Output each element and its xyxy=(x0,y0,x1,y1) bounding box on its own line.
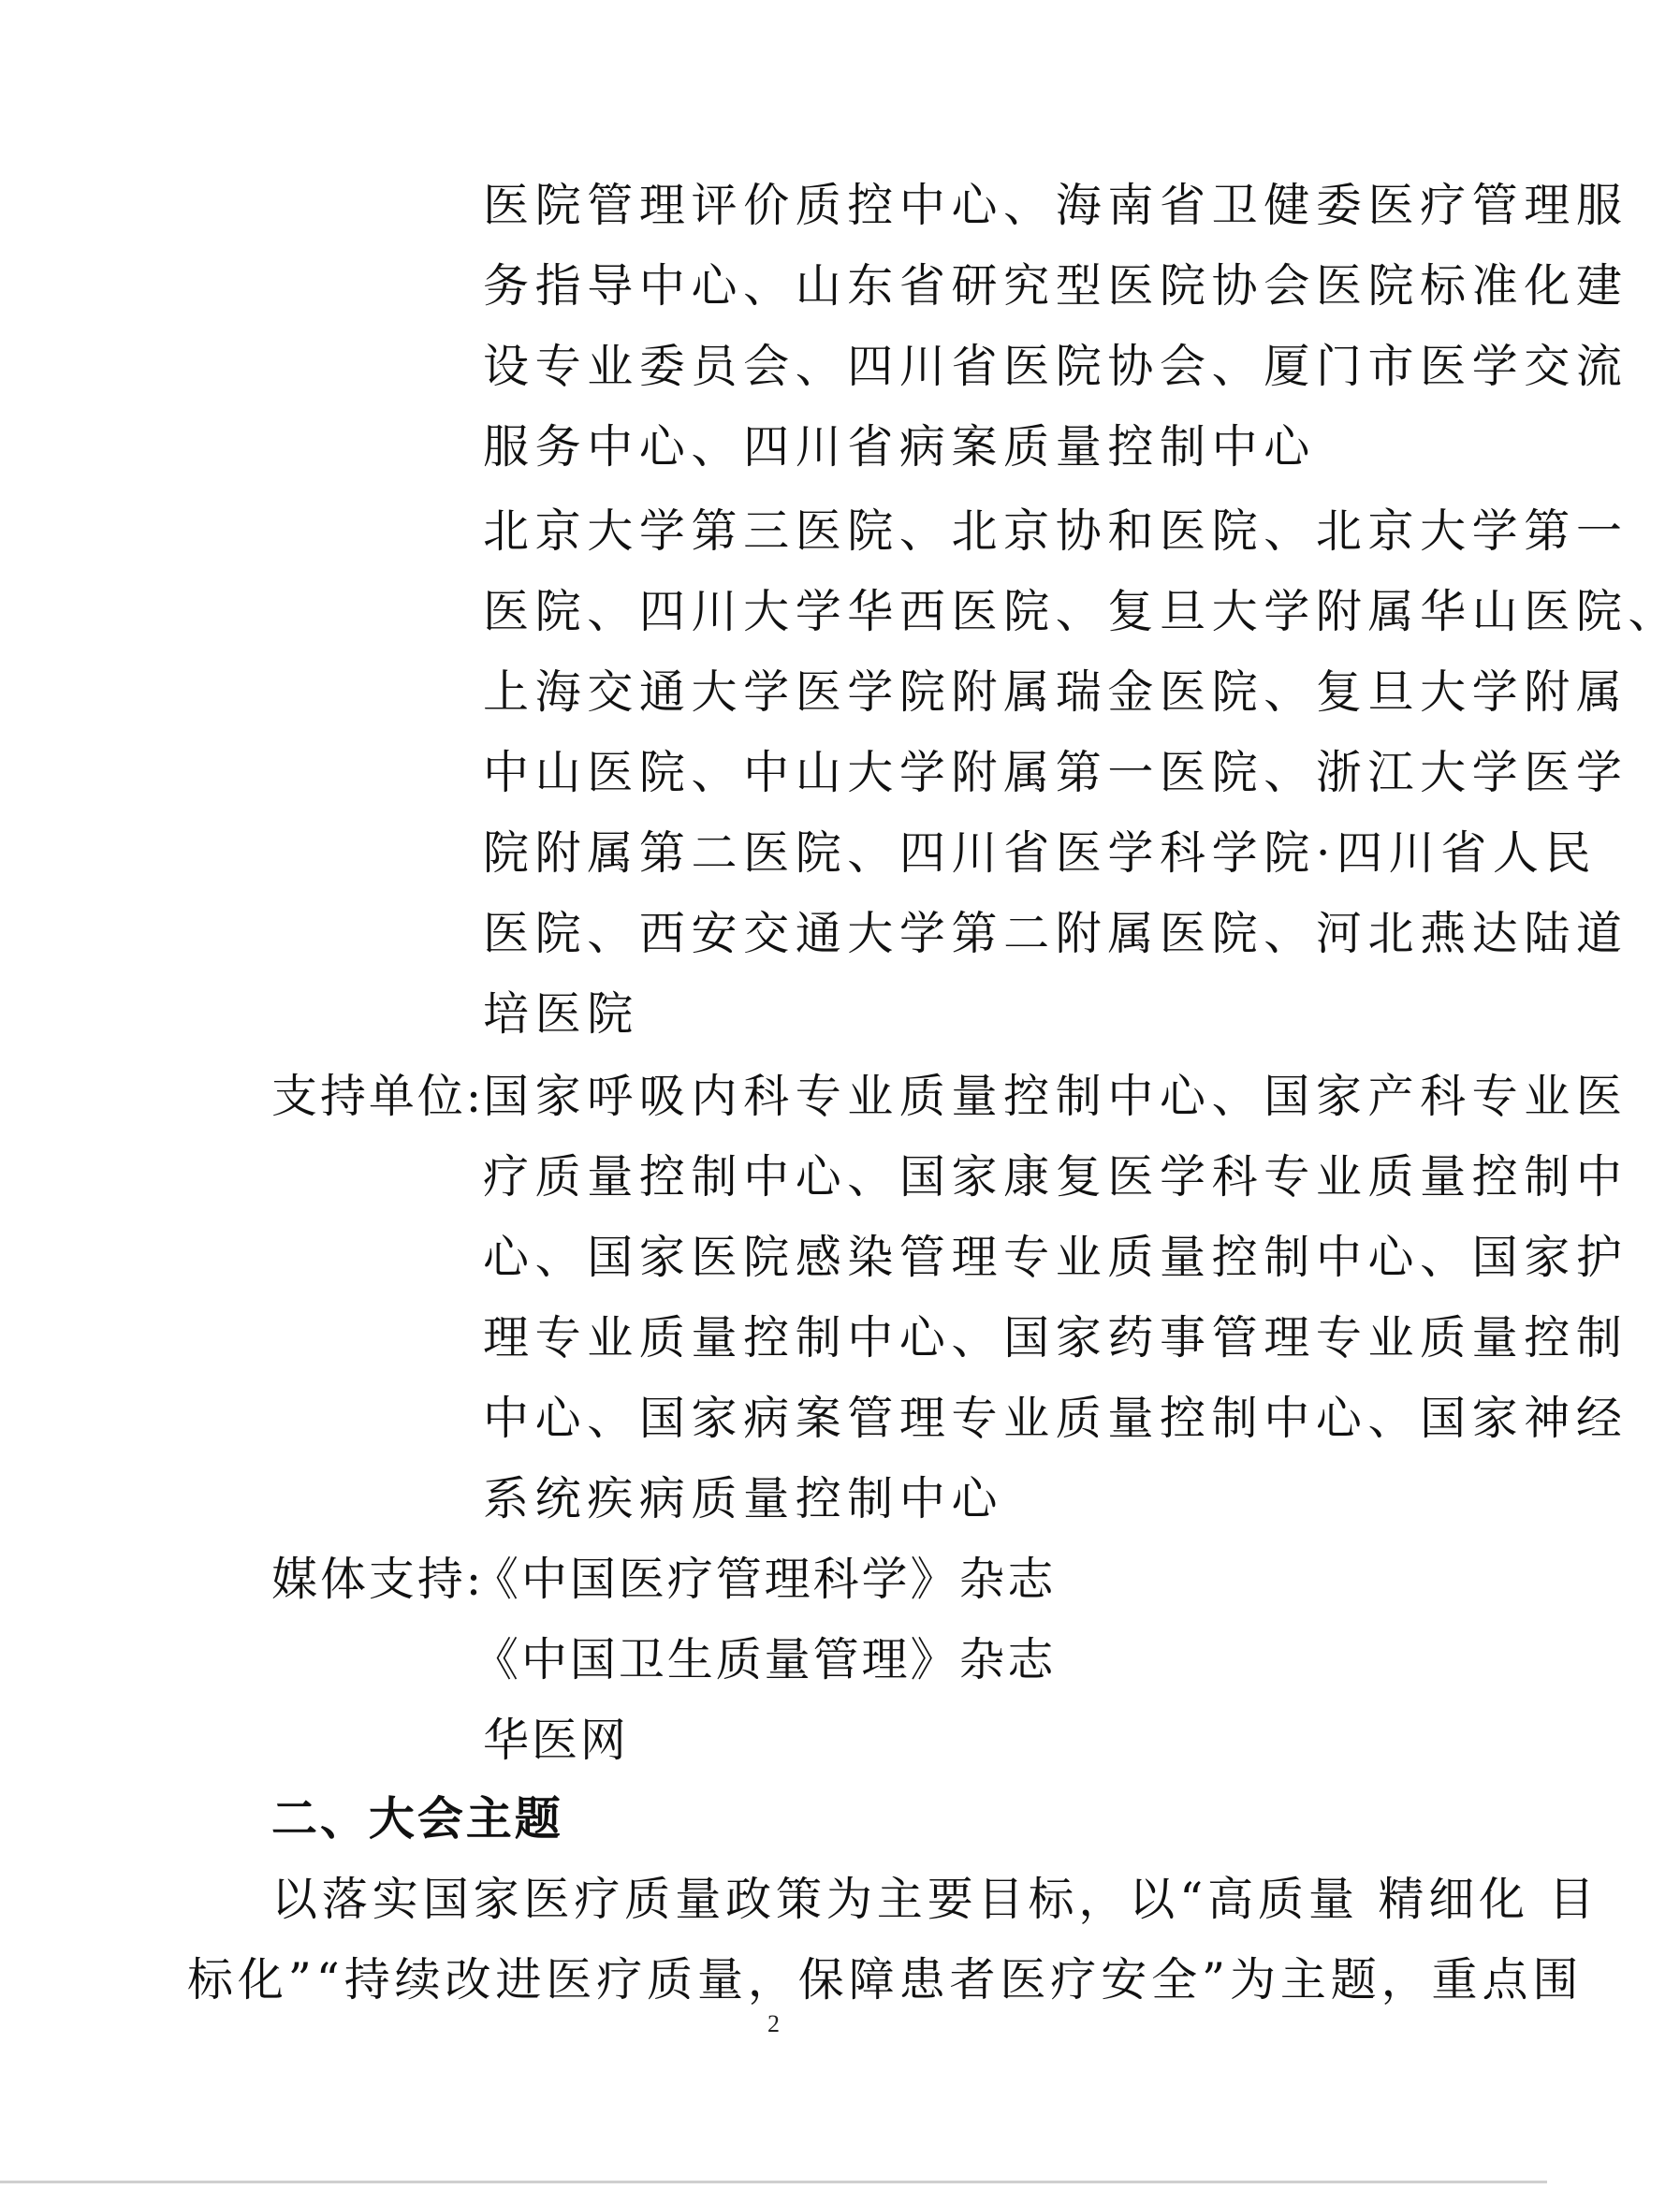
paragraph-line-2: 标化”“持续改进医疗质量，保障患者医疗安全”为主题，重点围 xyxy=(187,1953,1584,2007)
hospitals-line-5: 院附属第二医院、四川省医学科学院·四川省人民 xyxy=(483,826,1598,880)
support-line-3: 心、国家医院感染管理专业质量控制中心、国家护 xyxy=(483,1231,1629,1284)
organizers-line-3: 设专业委员会、四川省医院协会、厦门市医学交流 xyxy=(483,340,1629,393)
page-number: 2 xyxy=(767,2010,780,2037)
support-line-4: 理专业质量控制中心、国家药事管理专业质量控制 xyxy=(483,1311,1629,1364)
section-heading: 二、大会主题 xyxy=(271,1792,563,1846)
media-line-1: 《中国医疗管理科学》杂志 xyxy=(473,1553,1057,1606)
media-line-2: 《中国卫生质量管理》杂志 xyxy=(473,1633,1057,1686)
hospitals-line-3: 上海交通大学医学院附属瑞金医院、复旦大学附属 xyxy=(483,665,1629,719)
media-label: 媒体支持: xyxy=(271,1553,485,1606)
organizers-line-2: 务指导中心、山东省研究型医院协会医院标准化建 xyxy=(483,259,1629,313)
hospitals-line-6: 医院、西安交通大学第二附属医院、河北燕达陆道 xyxy=(483,907,1629,960)
paragraph-line-1: 以落实国家医疗质量政策为主要目标，以“高质量 精细化 目 xyxy=(271,1873,1600,1926)
organizers-line-4: 服务中心、四川省病案质量控制中心 xyxy=(483,420,1316,474)
hospitals-line-4: 中山医院、中山大学附属第一医院、浙江大学医学 xyxy=(483,746,1629,799)
support-line-1: 国家呼吸内科专业质量控制中心、国家产科专业医 xyxy=(483,1070,1629,1123)
hospitals-line-1: 北京大学第三医院、北京协和医院、北京大学第一 xyxy=(483,504,1629,558)
support-line-2: 疗质量控制中心、国家康复医学科专业质量控制中 xyxy=(483,1150,1629,1204)
support-line-6: 系统疾病质量控制中心 xyxy=(483,1472,1004,1525)
support-label: 支持单位: xyxy=(271,1070,485,1123)
support-line-5: 中心、国家病案管理专业质量控制中心、国家神经 xyxy=(483,1392,1629,1445)
media-line-3: 华医网 xyxy=(483,1714,629,1767)
hospitals-line-2: 医院、四川大学华西医院、复旦大学附属华山医院、 xyxy=(483,585,1680,638)
organizers-line-1: 医院管理评价质控中心、海南省卫健委医疗管理服 xyxy=(483,179,1629,232)
scan-edge-line xyxy=(0,2181,1547,2183)
hospitals-line-7: 培医院 xyxy=(483,987,639,1041)
